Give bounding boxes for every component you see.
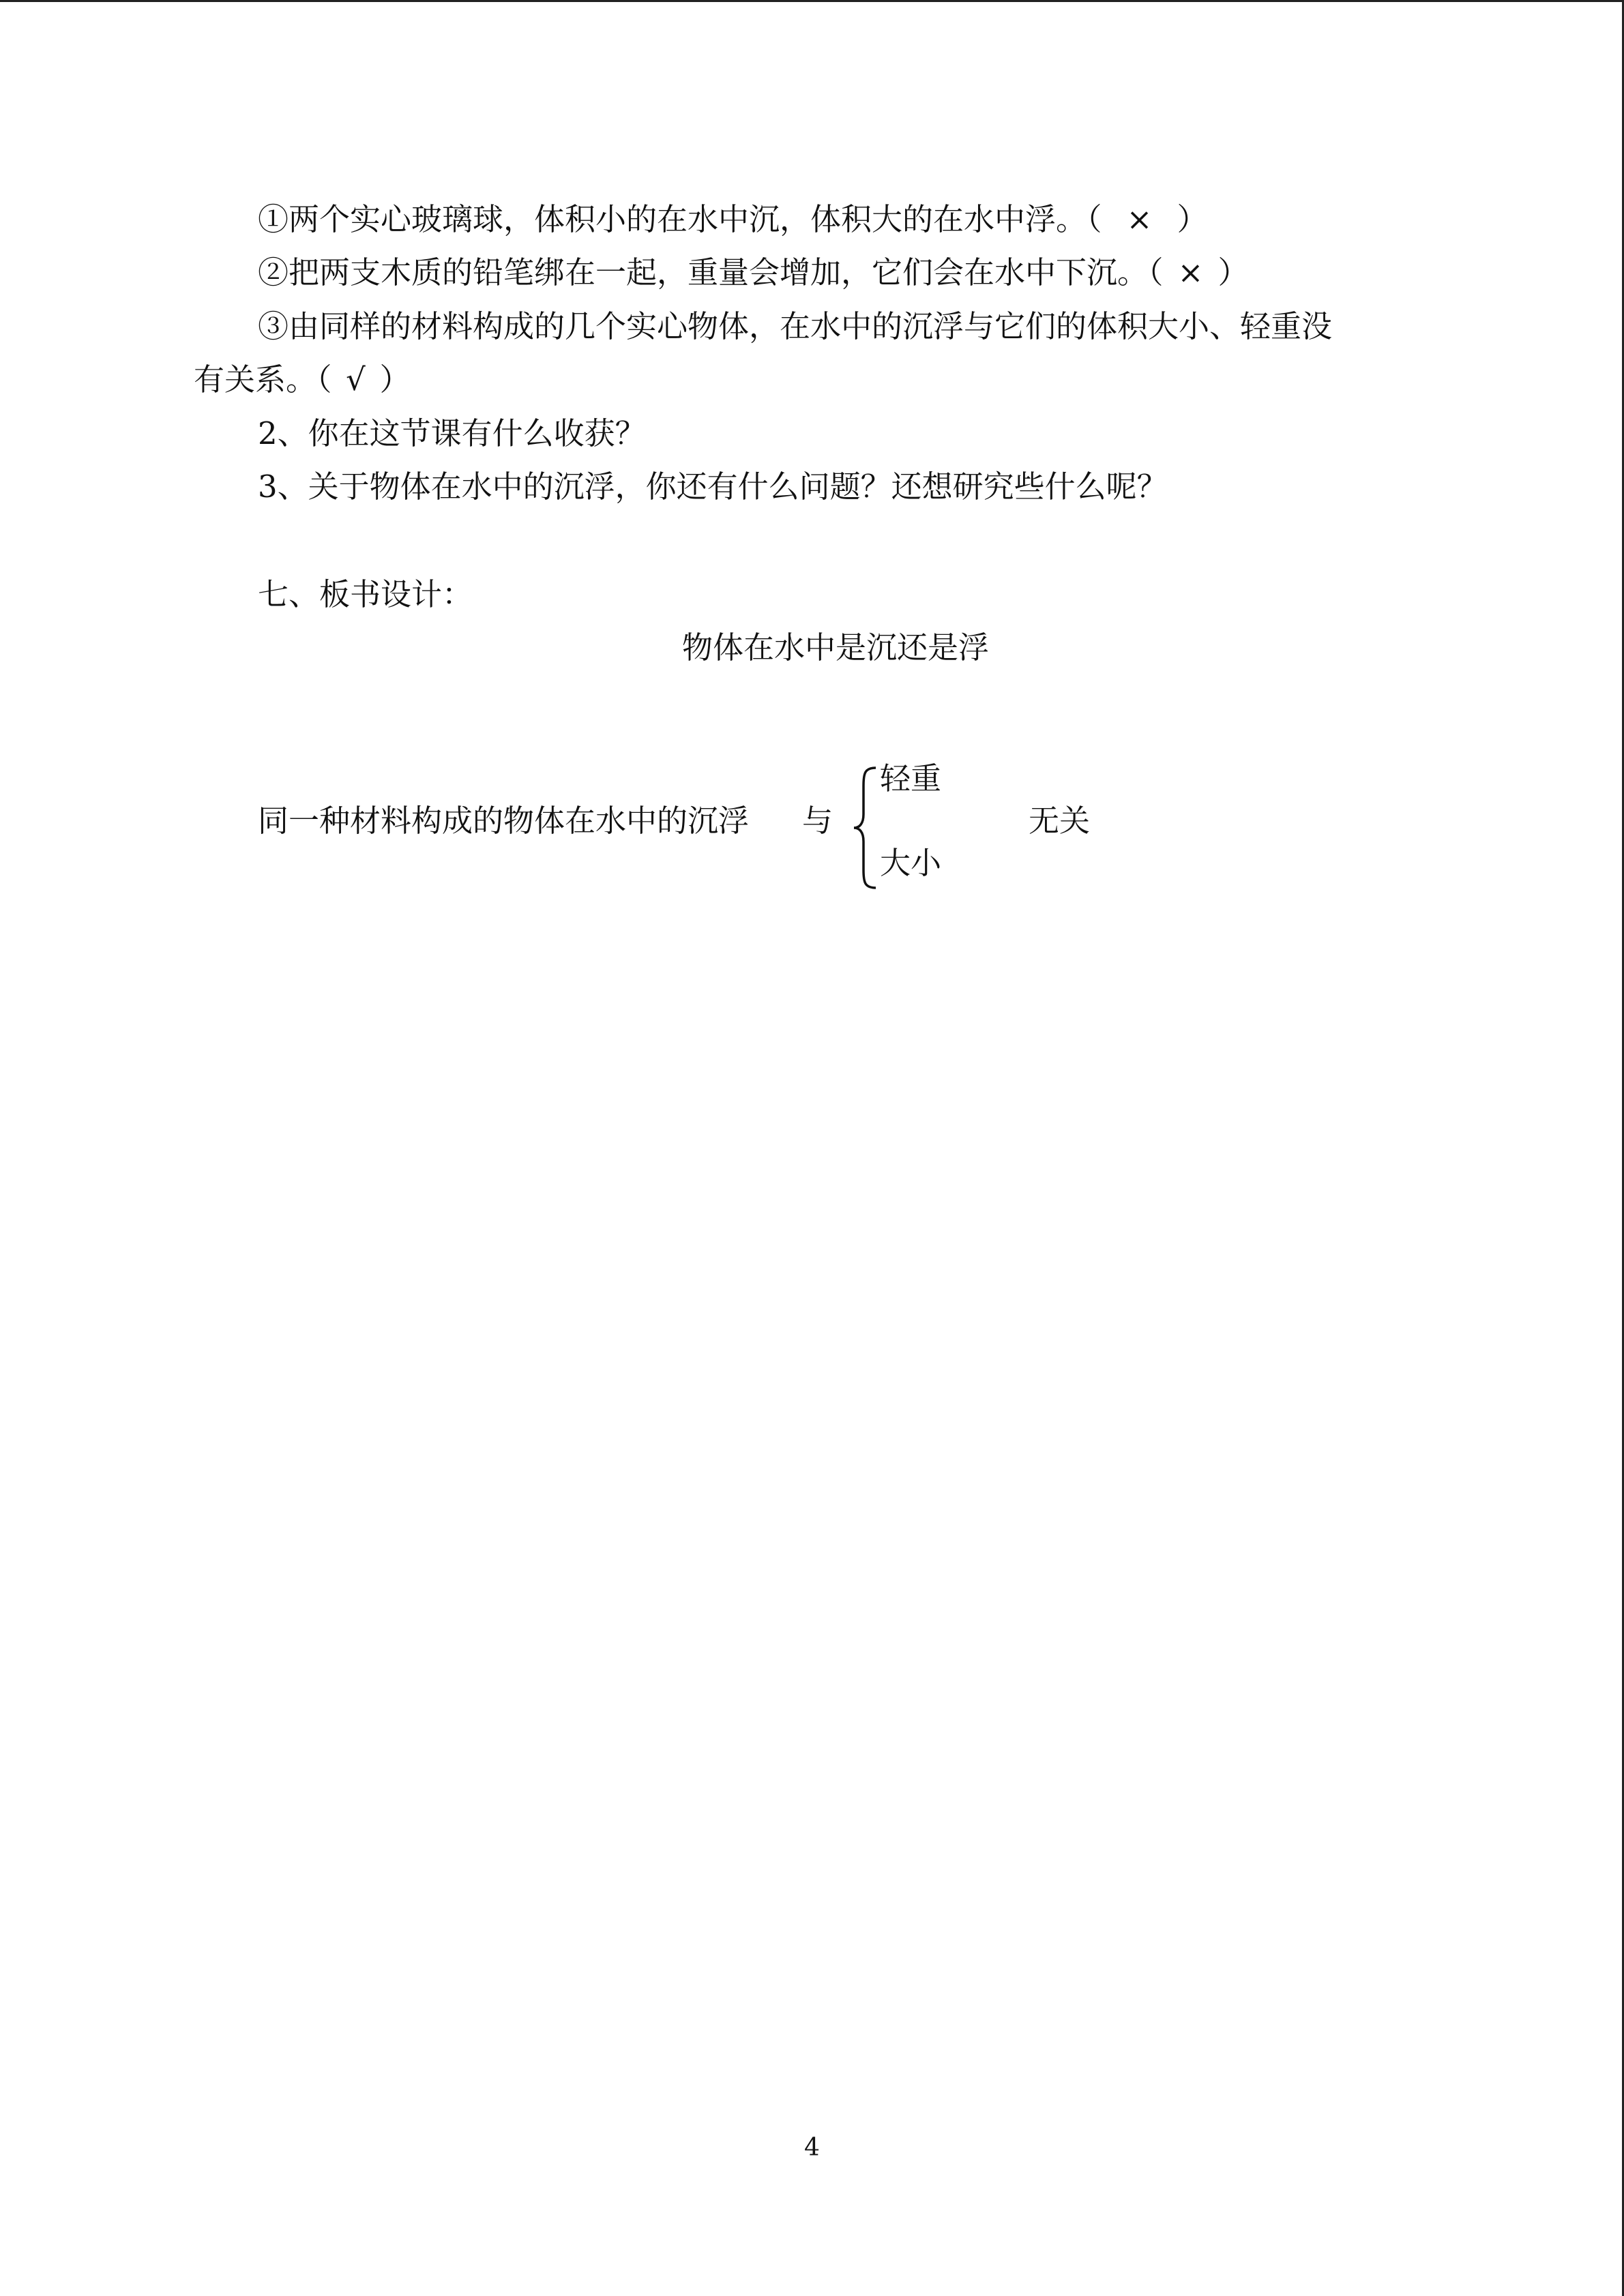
page-border-top <box>0 0 1624 2</box>
diagram-subject: 同一种材料构成的物体在水中的沉浮 <box>258 803 750 839</box>
board-title: 物体在水中是沉还是浮 <box>682 629 990 666</box>
question-2-text: ②把两支木质的铅笔绑在一起，重量会增加，它们会在水中下沉。（ <box>258 254 1164 290</box>
question-3-mark: √ <box>346 361 366 398</box>
diagram-factor-weight: 轻重 <box>880 760 942 796</box>
question-1-text: ①两个实心玻璃球，体积小的在水中沉，体积大的在水中浮。（ <box>258 201 1102 237</box>
question-2-close: ） <box>1217 254 1249 290</box>
diagram-factor-size: 大小 <box>880 845 942 881</box>
section-7-heading: 七、板书设计： <box>258 576 473 612</box>
item-2: 2、你在这节课有什么收获？ <box>258 415 646 451</box>
diagram-conclusion: 无关 <box>1029 803 1091 839</box>
question-3-line-1 <box>258 306 1332 347</box>
question-3-text-line-2: 有关系。（ <box>194 361 332 398</box>
question-1 <box>258 199 1208 240</box>
question-3-line-2 <box>194 359 411 400</box>
diagram-connector: 与 <box>802 803 833 839</box>
page-number: 4 <box>804 2134 820 2162</box>
question-3-text-line-1: ③由同样的材料构成的几个实心物体，在水中的沉浮与它们的体积大小、轻重没 <box>258 308 1333 344</box>
question-3-close: ） <box>379 361 411 398</box>
question-1-close: ） <box>1177 201 1208 237</box>
item-3: 3、关于物体在水中的沉浮，你还有什么问题？还想研究些什么呢？ <box>258 468 1168 505</box>
curly-brace-icon <box>851 765 879 891</box>
question-2 <box>258 252 1249 293</box>
question-2-mark: × <box>1177 254 1204 290</box>
question-1-mark: × <box>1126 201 1153 237</box>
